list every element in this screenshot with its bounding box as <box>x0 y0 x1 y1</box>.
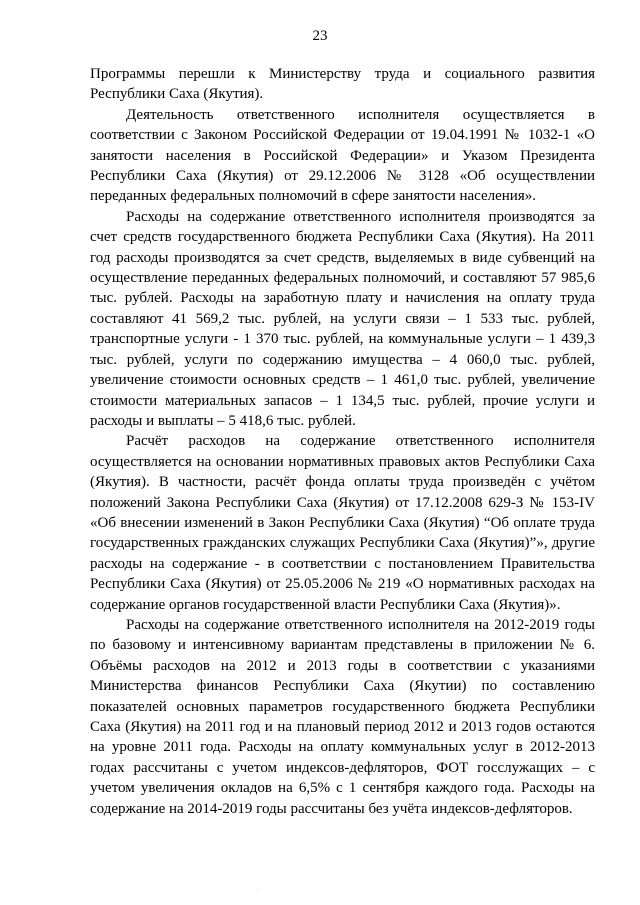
paragraph-expenses-2011: Расходы на содержание ответственного исполнителя производятся за счет средств государственного бюджета Республики Саха (Якутия). На 2011 год расходы производятся за счет средств, выделяемых в виде субвенций на осуществление переданных федеральных полномочий, и составляют 57 985,6 тыс. рублей. Расходы на заработную плату и начисления на оплату труда составляют 41 569,2 тыс. рублей, на услуги связи – 1 533 тыс. рублей, транспортные услуги - 1 370 тыс. рублей, на коммунальные услуги – 1 439,3 тыс. рублей, услуги по содержанию имущества – 4 060,0 тыс. рублей, увеличение стоимости основных средств – 1 461,0 тыс. рублей, увеличение стоимости материальных запасов – 1 134,5 тыс. рублей, прочие услуги и расходы и выплаты – 5 418,6 тыс. рублей. <box>90 208 595 429</box>
paragraph-continuation: Программы перешли к Министерству труда и социального развития Республики Саха (Якутия). <box>90 66 595 103</box>
paragraph-expenses-2012-2019: Расходы на содержание ответственного исполнителя на 2012-2019 годы по базовому и интенсивному вариантам представлены в приложении № 6. Объёмы расходов на 2012 и 2013 годы в соответствии с указаниями Министерства финансов Республики Саха (Якутии) по составлению показателей основных параметров государственного бюджета Республики Саха (Якутия) на 2011 год и на плановый период 2012 и 2013 годов остаются на уровне 2011 года. Расходы на оплату коммунальных услуг в 2012-2013 годах рассчитаны с учетом индексов-дефляторов, ФОТ госслужащих – с учетом увеличения окладов на 6,5% с 1 сентября каждого года. Расходы на содержание на 2014-2019 годы рассчитаны без учёта индексов-дефляторов. <box>90 616 595 817</box>
scan-speck <box>258 890 259 891</box>
paragraph-expense-calculation: Расчёт расходов на содержание ответственного исполнителя осуществляется на основании нормативных правовых актов Республики Саха (Якутия). В частности, расчёт фонда оплаты труда произведён с учётом положений Закона Республики Саха (Якутия) от 17.12.2008 629-З № 153-IV «Об внесении изменений в Закон Республики Саха (Якутия) “Об оплате труда государственных гражданских служащих Республики Саха (Якутия)”», другие расходы на содержание - в соответствии с постановлением Правительства Республики Саха (Якутия) от 25.05.2006 № 219 «О нормативных расходах на содержание органов государственной власти Республики Саха (Якутия)». <box>90 433 595 613</box>
page-number: 23 <box>312 28 328 44</box>
document-body <box>90 64 595 819</box>
paragraph-legal-basis: Деятельность ответственного исполнителя осуществляется в соответствии с Законом Российской Федерации от 19.04.1991 № 1032-1 «О занятости населения в Российской Федерации» и Указом Президента Республики Саха (Якутия) от 29.12.2006 № 3128 «Об осуществлении переданных федеральных полномочий в сфере занятости населения». <box>90 106 595 205</box>
